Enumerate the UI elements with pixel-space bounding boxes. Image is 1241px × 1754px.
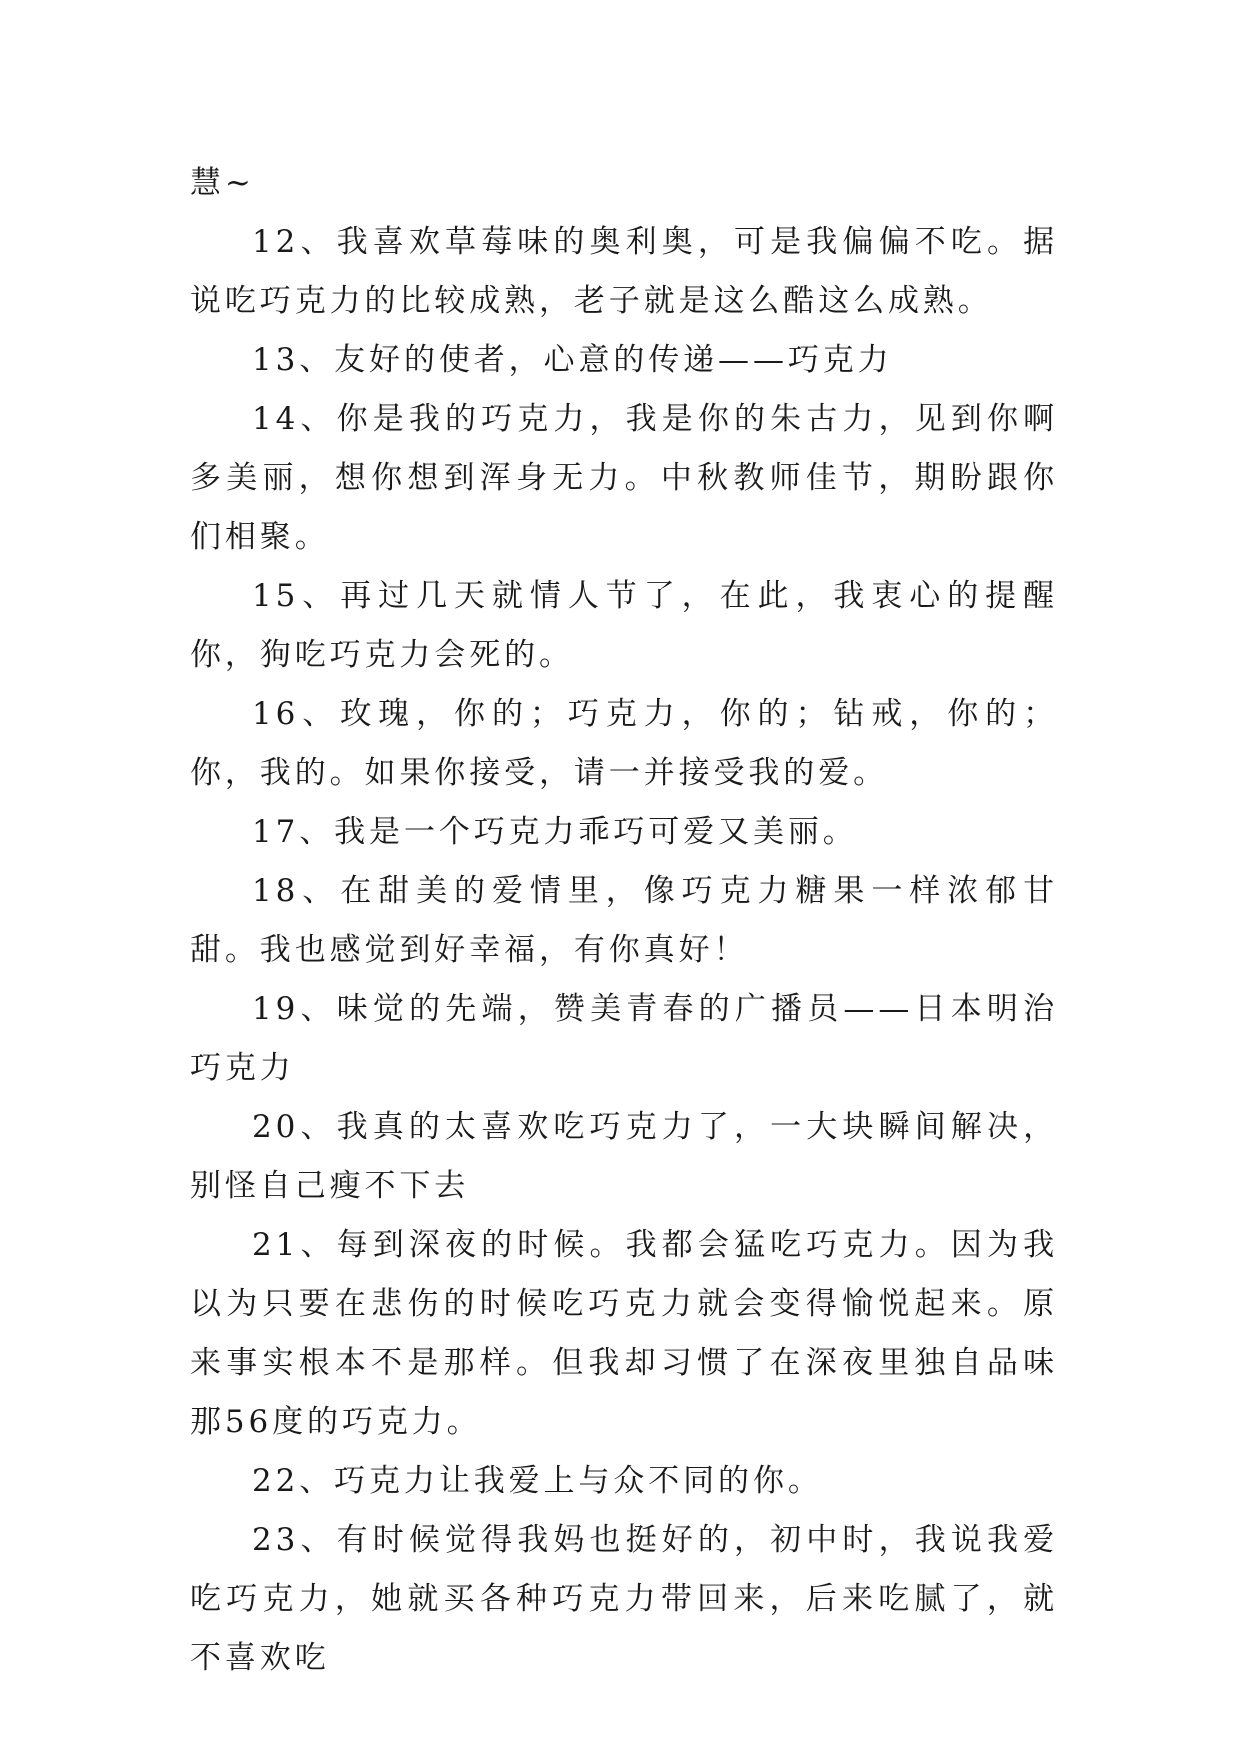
paragraph-item-12: 12、我喜欢草莓味的奥利奥，可是我偏偏不吃。据说吃巧克力的比较成熟，老子就是这么酷这么成熟。 [190,224,1058,319]
document-body [190,154,1058,1688]
paragraph-item-18: 18、在甜美的爱情里，像巧克力糖果一样浓郁甘甜。我也感觉到好幸福，有你真好！ [190,873,1058,968]
paragraph-item-23: 23、有时候觉得我妈也挺好的，初中时，我说我爱吃巧克力，她就买各种巧克力带回来，后来吃腻了，就不喜欢吃 [190,1522,1058,1676]
paragraph-item-21: 21、每到深夜的时候。我都会猛吃巧克力。因为我以为只要在悲伤的时候吃巧克力就会变得愉悦起来。原来事实根本不是那样。但我却习惯了在深夜里独自品味那56度的巧克力。 [190,1227,1058,1440]
paragraph-item-22: 22、巧克力让我爱上与众不同的你。 [252,1463,823,1499]
paragraph-item-13: 13、友好的使者，心意的传递——巧克力 [252,342,893,378]
paragraph-continuation: 慧~ [190,165,255,201]
paragraph-item-17: 17、我是一个巧克力乖巧可爱又美丽。 [252,814,858,850]
paragraph-item-14: 14、你是我的巧克力，我是你的朱古力，见到你啊多美丽，想你想到浑身无力。中秋教师佳节，期盼跟你们相聚。 [190,401,1058,555]
paragraph-item-15: 15、再过几天就情人节了，在此，我衷心的提醒你，狗吃巧克力会死的。 [190,578,1058,673]
paragraph-item-20: 20、我真的太喜欢吃巧克力了，一大块瞬间解决，别怪自己瘦不下去 [190,1109,1058,1204]
paragraph-item-19: 19、味觉的先端，赞美青春的广播员——日本明治巧克力 [190,991,1058,1086]
paragraph-item-16: 16、玫瑰，你的；巧克力，你的；钻戒，你的；你，我的。如果你接受，请一并接受我的爱。 [190,696,1058,791]
